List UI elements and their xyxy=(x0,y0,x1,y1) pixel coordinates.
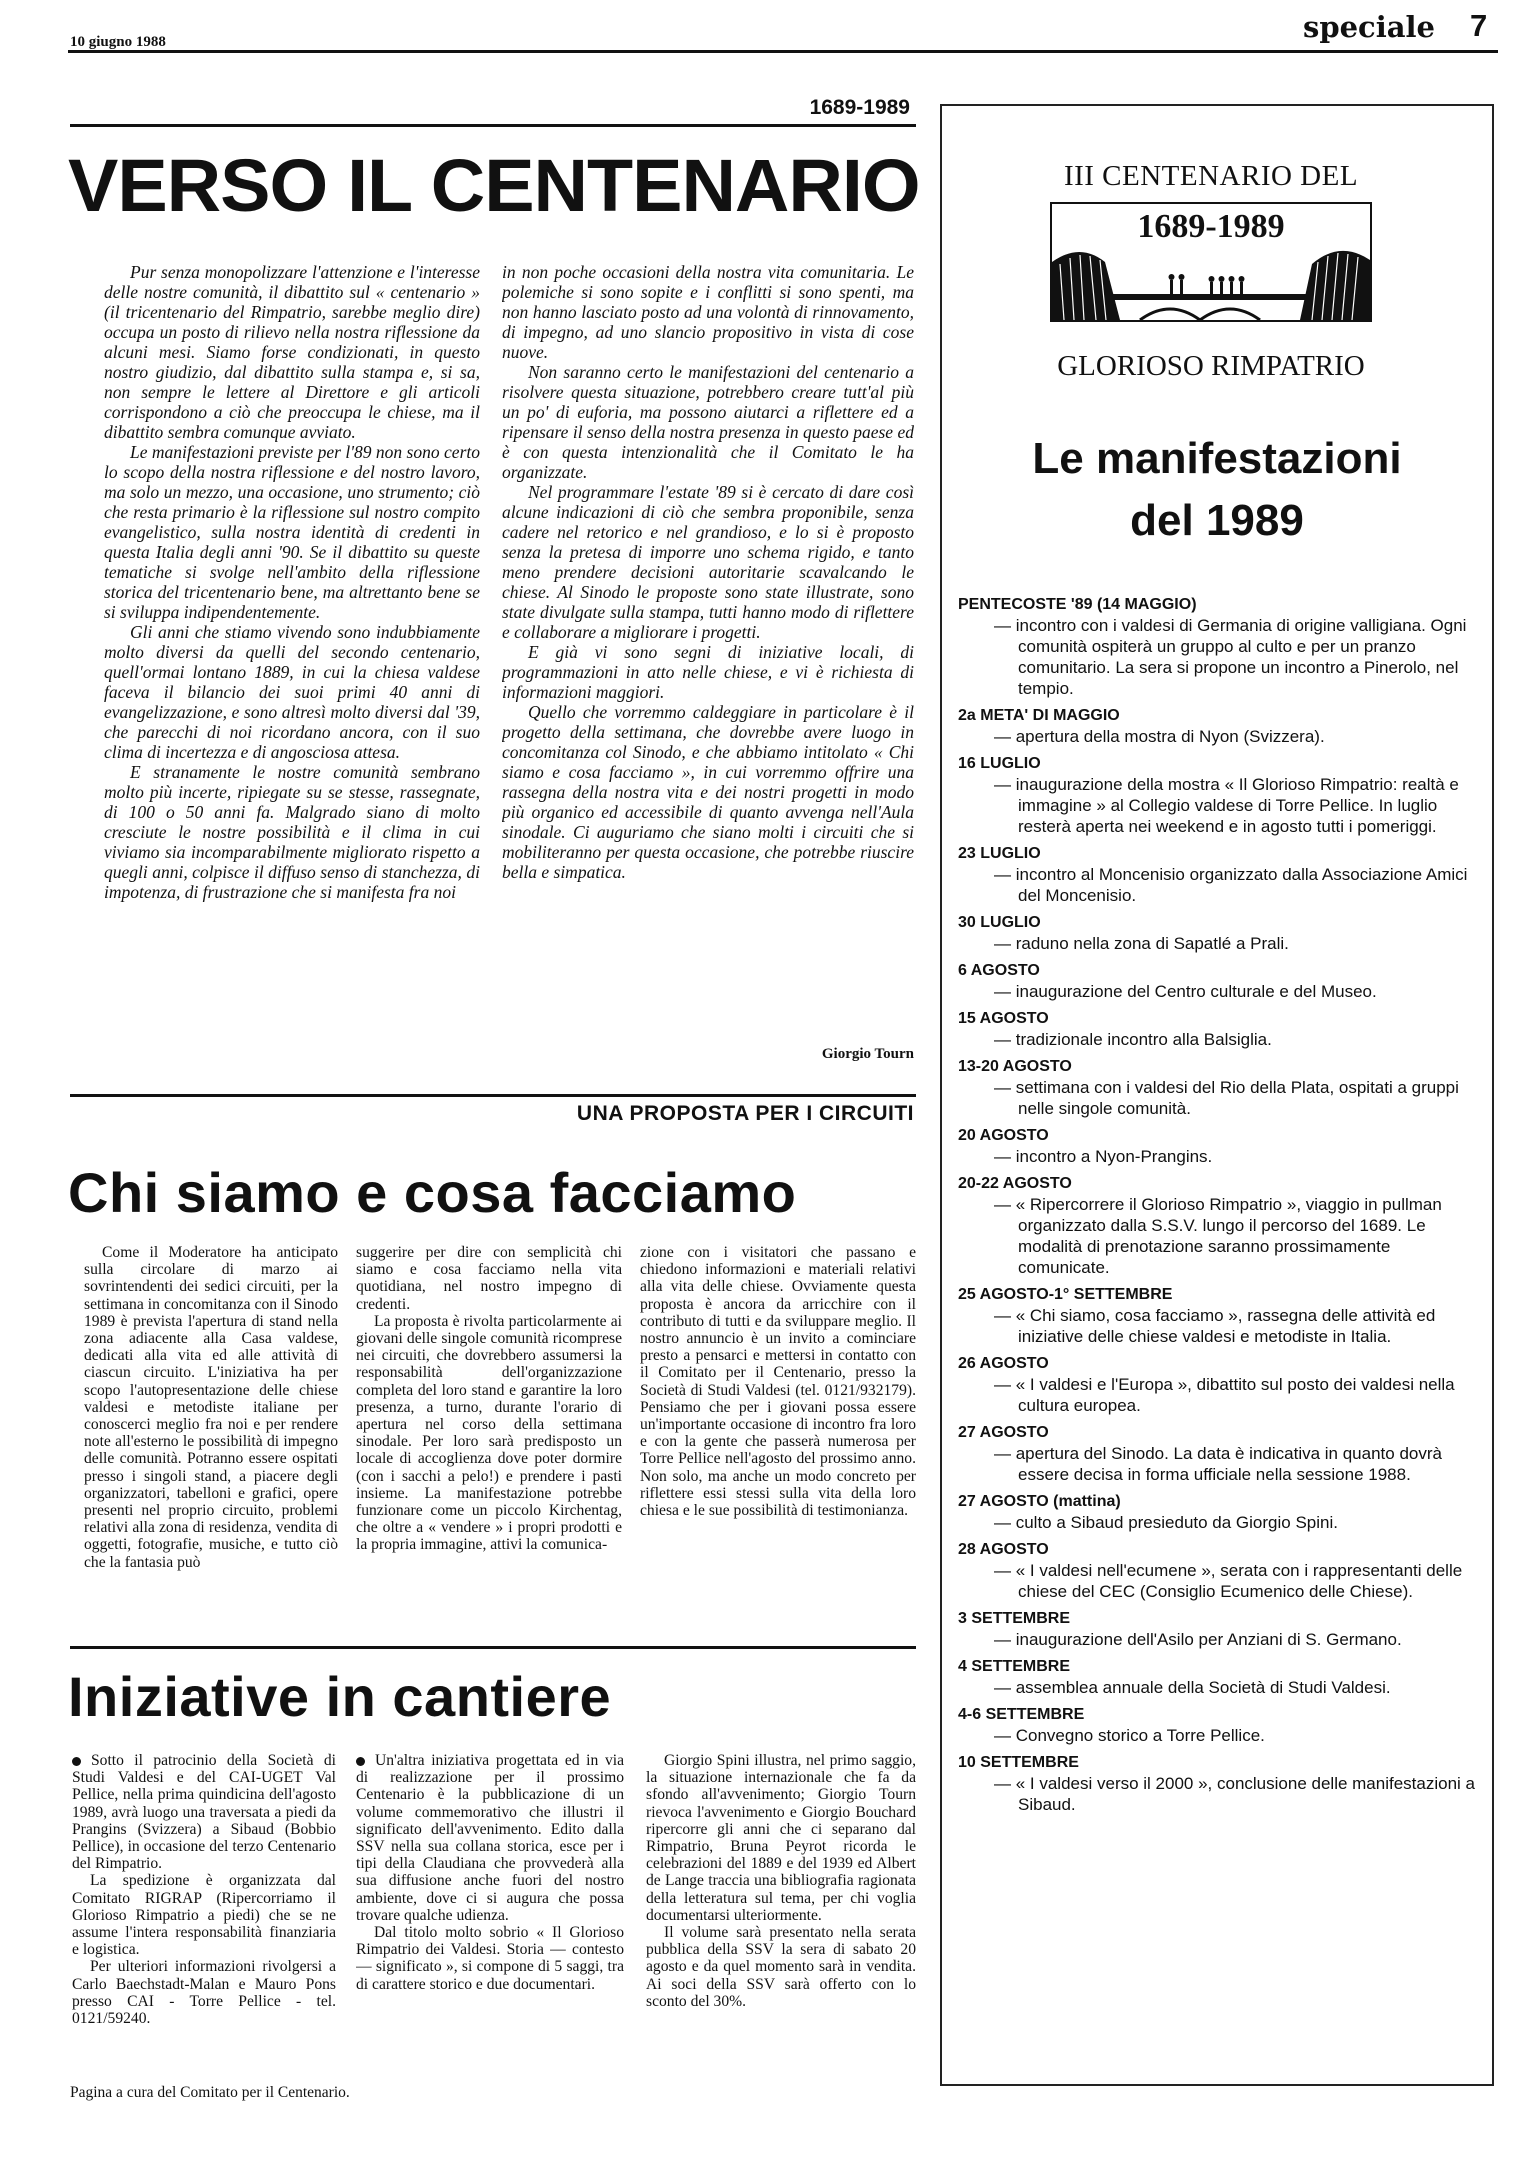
article2-title: Chi siamo e cosa facciamo xyxy=(68,1161,797,1224)
event-date: 4 SETTEMBRE xyxy=(958,1658,1071,1675)
section-name: speciale xyxy=(1303,10,1435,44)
paragraph xyxy=(356,1752,624,1924)
event-item xyxy=(958,1285,1486,1347)
event-item xyxy=(958,1540,1486,1602)
paragraph: Non saranno certo le manifestazioni del centenario a risolvere questa situazione, potrebbero creare tutt'al più un po' di euforia, ma possono aiutarci a riflettere ed a ripensare il senso della nostra presenza in questo paese ed è con questa intenzionalità che il Comitato le ha organizzate. xyxy=(502,362,914,482)
paragraph-text: Un'altra iniziativa progettata ed in via di realizzazione per il prossimo Centenario è la pubblicazione di un volume commemorativo che illustri il significato dell'avvenimento. Edito dalla SSV nella sua collana storica, esce per i tipi della Claudiana che provvederà alla sua diffusione anche fuori del nostro ambiente, dove ci si augura che possa trovare qualche udienza. xyxy=(356,1752,624,1924)
page-number: 7 xyxy=(1470,8,1488,43)
article1-column-1 xyxy=(104,262,480,1062)
header-rule xyxy=(68,50,1498,53)
event-description: — « I valdesi verso il 2000 », conclusione delle manifestazioni a Sibaud. xyxy=(994,1774,1475,1814)
article1-column-2 xyxy=(502,262,914,1062)
logo-top-text: III CENTENARIO DEL xyxy=(1063,160,1359,192)
article1-title: VERSO IL CENTENARIO xyxy=(68,144,920,227)
event-description: — assemblea annuale della Società di Studi Valdesi. xyxy=(994,1678,1391,1697)
event-item xyxy=(958,1753,1486,1815)
event-date: 28 AGOSTO xyxy=(958,1541,1049,1558)
article3-column-1 xyxy=(72,1752,336,2082)
paragraph: La spedizione è organizzata dal Comitato RIGRAP (Ripercorriamo il Glorioso Rimpatrio a piedi) che se ne assume l'intera responsabilità finanziaria e logistica. xyxy=(72,1872,336,1959)
event-item xyxy=(958,961,1486,1002)
event-description: — Convegno storico a Torre Pellice. xyxy=(994,1726,1265,1745)
paragraph: E stranamente le nostre comunità sembrano molto più incerte, ripiegate su se stesse, rassegnate, di 100 o 50 anni fa. Malgrado siano di molto cresciute le nostre possibilità e il clima in cui viviamo sia incomparabilmente migliorato rispetto a quegli anni, colpisce il diffuso senso di stanchezza, di impotenza, di frustrazione che si manifesta fra noi xyxy=(104,762,480,902)
event-date: 13-20 AGOSTO xyxy=(958,1058,1072,1075)
article2-column-3 xyxy=(640,1244,916,1644)
paragraph xyxy=(72,1752,336,1872)
event-item xyxy=(958,1492,1486,1533)
events-list xyxy=(958,595,1486,1822)
event-description: — apertura del Sinodo. La data è indicativa in quanto dovrà essere decisa in forma ufficiale nella sessione 1988. xyxy=(994,1444,1442,1484)
event-description: — inaugurazione della mostra « Il Glorioso Rimpatrio: realtà e immagine » al Collegio valdese di Torre Pellice. In luglio resterà aperta nei weekend e in agosto tutti i pomeriggi. xyxy=(994,775,1459,836)
paragraph: zione con i visitatori che passano e chiedono informazioni e materiali relativi alla vita delle chiese. Ovviamente questa proposta è ancora da arricchire con il contributo di tutti e da sviluppare meglio. Il nostro annuncio è un invito a cominciare presto a pensarci e mettersi in contatto con il Comitato per il Centenario, presso la Società di Studi Valdesi (tel. 0121/932179). Pensiamo che per i giovani possa essere un'importante occasione di incontro fra loro e con la gente che passerà numerosa per Torre Pellice nell'agosto del prossimo anno. Non solo, ma anche un modo concreto per riflettere essi stessi sulla vita della loro chiesa e le sue possibilità di testimonianza. xyxy=(640,1244,916,1520)
event-item xyxy=(958,1423,1486,1485)
event-item xyxy=(958,913,1486,954)
article3-column-3 xyxy=(646,1752,916,2082)
event-date: 27 AGOSTO xyxy=(958,1424,1049,1441)
logo-years: 1689-1989 xyxy=(1137,208,1285,245)
bullet-icon xyxy=(356,1757,365,1766)
event-description: — « Chi siamo, cosa facciamo », rassegna delle attività ed iniziative delle chiese valdesi e metodiste in Italia. xyxy=(994,1306,1436,1346)
event-description: — culto a Sibaud presieduto da Giorgio Spini. xyxy=(994,1513,1338,1532)
event-date: 26 AGOSTO xyxy=(958,1355,1049,1372)
centenary-logo xyxy=(1030,160,1392,390)
paragraph: Il volume sarà presentato nella serata pubblica della SSV la sera di sabato 20 agosto e da quel momento sarà in vendita. Ai soci della SSV sarà offerto con lo sconto del 30%. xyxy=(646,1924,916,2010)
event-date: 3 SETTEMBRE xyxy=(958,1610,1071,1627)
event-item xyxy=(958,1657,1486,1698)
logo-bottom-text: GLORIOSO RIMPATRIO xyxy=(1057,350,1365,382)
event-description: — raduno nella zona di Sapatlé a Prali. xyxy=(994,934,1289,953)
event-item xyxy=(958,1174,1486,1278)
article3-rule xyxy=(70,1646,916,1649)
article1-kicker: 1689-1989 xyxy=(809,96,910,119)
article2-rule xyxy=(70,1094,916,1097)
article2-column-2 xyxy=(356,1244,622,1644)
paragraph: Nel programmare l'estate '89 si è cercato di dare così alcune indicazioni di ciò che sembra proponibile, senza cadere nel retorico e nel grandioso, e lo si è proposto senza la pretesa di imporre uno schema rigido, e tanto meno prendere decisioni autoritarie scavalcando le chiese. Al Sinodo le proposte sono state illustrate, sono state divulgate sulla stampa, tutti hanno modo di riflettere e collaborare a migliorare i progetti. xyxy=(502,482,914,642)
event-date: PENTECOSTE '89 (14 MAGGIO) xyxy=(958,596,1197,613)
paragraph: Dal titolo molto sobrio « Il Glorioso Rimpatrio dei Valdesi. Storia — contesto — significato », si compone di 5 saggi, tra di carattere storico e due documentari. xyxy=(356,1924,624,1993)
event-date: 10 SETTEMBRE xyxy=(958,1754,1079,1771)
event-date: 20 AGOSTO xyxy=(958,1127,1049,1144)
paragraph-text: Sotto il patrocinio della Società di Studi Valdesi e del CAI-UGET Val Pellice, nella prima quindicina dell'agosto 1989, avrà luogo una traversata a piedi da Prangins (Svizzera) a Sibaud (Bobbio Pellice), in occasione del terzo Centenario del Rimpatrio. xyxy=(72,1752,336,1873)
event-description: — inaugurazione dell'Asilo per Anziani di S. Germano. xyxy=(994,1630,1402,1649)
event-item xyxy=(958,1126,1486,1167)
event-description: — « Ripercorrere il Glorioso Rimpatrio », viaggio in pullman organizzato dalla S.S.V. lungo il percorso del 1689. Le modalità di prenotazione saranno prossimamente comunicate. xyxy=(994,1195,1442,1277)
bullet-icon xyxy=(72,1757,81,1766)
event-description: — apertura della mostra di Nyon (Svizzera). xyxy=(994,727,1325,746)
article2-kicker: UNA PROPOSTA PER I CIRCUITI xyxy=(576,1102,914,1125)
event-date: 27 AGOSTO (mattina) xyxy=(958,1493,1121,1510)
article1-signature: Giorgio Tourn xyxy=(821,1046,914,1062)
event-description: — tradizionale incontro alla Balsiglia. xyxy=(994,1030,1272,1049)
paragraph: E già vi sono segni di iniziative locali, di programmazioni in atto nelle chiese, e vi è richiesta di informazioni maggiori. xyxy=(502,642,914,702)
event-date: 15 AGOSTO xyxy=(958,1010,1049,1027)
article3-title: Iniziative in cantiere xyxy=(68,1665,612,1728)
article3-column-2 xyxy=(356,1752,624,2082)
event-description: — « I valdesi nell'ecumene », serata con i rappresentanti delle chiese del CEC (Consiglio Ecumenico delle Chiese). xyxy=(994,1561,1463,1601)
event-item xyxy=(958,1009,1486,1050)
event-item xyxy=(958,844,1486,906)
event-item xyxy=(958,1057,1486,1119)
event-date: 30 LUGLIO xyxy=(958,914,1041,931)
event-date: 2a META' DI MAGGIO xyxy=(958,707,1120,724)
paragraph: suggerire per dire con semplicità chi siamo e cosa facciamo nella vita quotidiana, nel nostro impegno di credenti. xyxy=(356,1244,622,1313)
paragraph: Per ulteriori informazioni rivolgersi a Carlo Baechstadt-Malan e Mauro Pons presso CAI - Torre Pellice - tel. 0121/59240. xyxy=(72,1958,336,2028)
event-item xyxy=(958,1354,1486,1416)
article1-rule xyxy=(70,124,916,127)
paragraph: Quello che vorremmo caldeggiare in particolare è il progetto della settimana, che dovrebbe avere luogo in concomitanza col Sinodo, e che abbiamo intitolato « Chi siamo e cosa facciamo », in cui vorremmo offrire una rassegna della nostra vita e dei nostri progetti in modo più organico ed accessibile di quanto avvenga nell'Aula sinodale. Ci auguriamo che siano molti i circuiti che si mobiliteranno per questa occasione, che potrebbe riuscire bella e simpatica. xyxy=(502,702,914,882)
event-description: — « I valdesi e l'Europa », dibattito sul posto dei valdesi nella cultura europea. xyxy=(994,1375,1455,1415)
paragraph: Giorgio Spini illustra, nel primo saggio, la situazione internazionale che fa da sfondo all'avvenimento; Giorgio Tourn rievoca l'avvenimento e Giorgio Bouchard ripercorre gli anni che ci separano dal Rimpatrio, Bruna Peyrot ricorda le celebrazioni del 1889 e del 1939 ed Albert de Lange traccia una bibliografia ragionata della letteratura sul tema, per chi voglia documentarsi ulteriormente. xyxy=(646,1752,916,1924)
event-item xyxy=(958,706,1486,747)
issue-date: 10 giugno 1988 xyxy=(70,34,166,50)
event-description: — incontro a Nyon-Prangins. xyxy=(994,1147,1213,1166)
paragraph: Le manifestazioni previste per l'89 non sono certo lo scopo della nostra riflessione e del nostro lavoro, ma solo un mezzo, una occasione, uno strumento; ciò che resta primario è la riflessione sul nostro compito evangelistico, sulla nostra identità di credenti in questa Italia degli anni '90. Se il dibattito su queste tematiche si svolge nell'ambito della riflessione storica del tricentenario bene, ma altrettanto bene se si sviluppa indipendentemente. xyxy=(104,442,480,622)
paragraph: Pur senza monopolizzare l'attenzione e l'interesse delle nostre comunità, il dibattito sul « centenario » (il tricentenario del Rimpatrio, sarebbe meglio dire) occupa un posto di rilievo nella nostra riflessione da alcuni mesi. Siamo forse condizionati, in questo nostro giudizio, dal dibattito sulla stampa e, si sa, non sempre le lettere al Direttore e gli articoli corrispondono a ciò che preoccupa le chiese, ma il dibattito sembra comunque avviato. xyxy=(104,262,480,442)
article2-column-1 xyxy=(84,1244,338,1644)
event-item xyxy=(958,1705,1486,1746)
event-date: 25 AGOSTO-1° SETTEMBRE xyxy=(958,1286,1173,1303)
event-item xyxy=(958,1609,1486,1650)
event-item xyxy=(958,754,1486,837)
event-date: 23 LUGLIO xyxy=(958,845,1041,862)
event-description: — settimana con i valdesi del Rio della Plata, ospitati a gruppi nelle singole comunità. xyxy=(994,1078,1459,1118)
paragraph: Gli anni che stiamo vivendo sono indubbiamente molto diversi da quelli del secondo centenario, quell'ormai lontano 1889, in cui la chiesa valdese faceva il bilancio dei suoi primi 40 anni di evangelizzazione, e sono altresì molto diversi dal '39, che parecchi di noi ricordano ancora, con il suo clima di incertezza e di angosciosa attesa. xyxy=(104,622,480,762)
event-description: — incontro al Moncenisio organizzato dalla Associazione Amici del Moncenisio. xyxy=(994,865,1468,905)
paragraph: in non poche occasioni della nostra vita comunitaria. Le polemiche si sono sopite e i conflitti si sono spenti, ma non hanno lasciato posto ad una volontà di rinnovamento, di impegno, ad uno slancio propositivo in vista di cose nuove. xyxy=(502,262,914,362)
events-title-line2: del 1989 xyxy=(1130,496,1304,545)
paragraph: Come il Moderatore ha anticipato sulla circolare di marzo ai sovrintendenti dei sedici circuiti, per la settimana in concomitanza con il Sinodo 1989 è prevista l'apertura di stand nella zona adiacente alla Casa valdese, dedicati alla vita ed alle attività di ciascun circuito. L'iniziativa ha per scopo l'autopresentazione delle chiese valdesi e metodiste italiane per conoscerci meglio fra noi e per rendere note all'esterno le possibilità di impegno delle comunità. Potranno essere ospitati presso i singoli stand, a piacere degli organizzatori, tabelloni e grafici, opere presenti nel proprio circuito, problemi relativi alla zona di residenza, vendita di oggetti, fotografie, musiche, e tutto ciò che la fantasia può xyxy=(84,1244,338,1571)
event-description: — incontro con i valdesi di Germania di origine valligiana. Ogni comunità ospiterà un gruppo al culto e per un pranzo comunitario. La sera si propone un incontro a Pinerolo, nel tempio. xyxy=(994,616,1467,698)
event-date: 4-6 SETTEMBRE xyxy=(958,1706,1085,1723)
event-item xyxy=(958,595,1486,699)
event-date: 16 LUGLIO xyxy=(958,755,1041,772)
events-title-line1: Le manifestazioni xyxy=(1032,434,1402,483)
event-description: — inaugurazione del Centro culturale e del Museo. xyxy=(994,982,1377,1001)
page-footer: Pagina a cura del Comitato per il Centenario. xyxy=(70,2084,350,2101)
paragraph: La proposta è rivolta particolarmente ai giovani delle singole comunità ricomprese nei circuiti, che dovrebbero assumersi la responsabilità dell'organizzazione completa del loro stand e garantire la loro presenza, a turno, durante l'orario di apertura nel corso della settimana sinodale. Per loro sarà predisposto un locale di accoglienza dove poter dormire (con i sacchi a pelo!) e prendere i pasti insieme. La manifestazione potrebbe funzionare come un piccolo Kirchentag, che oltre a « vendere » i propri prodotti e la propria immagine, attivi la comunica- xyxy=(356,1312,622,1554)
event-date: 6 AGOSTO xyxy=(958,962,1040,979)
event-date: 20-22 AGOSTO xyxy=(958,1175,1072,1192)
